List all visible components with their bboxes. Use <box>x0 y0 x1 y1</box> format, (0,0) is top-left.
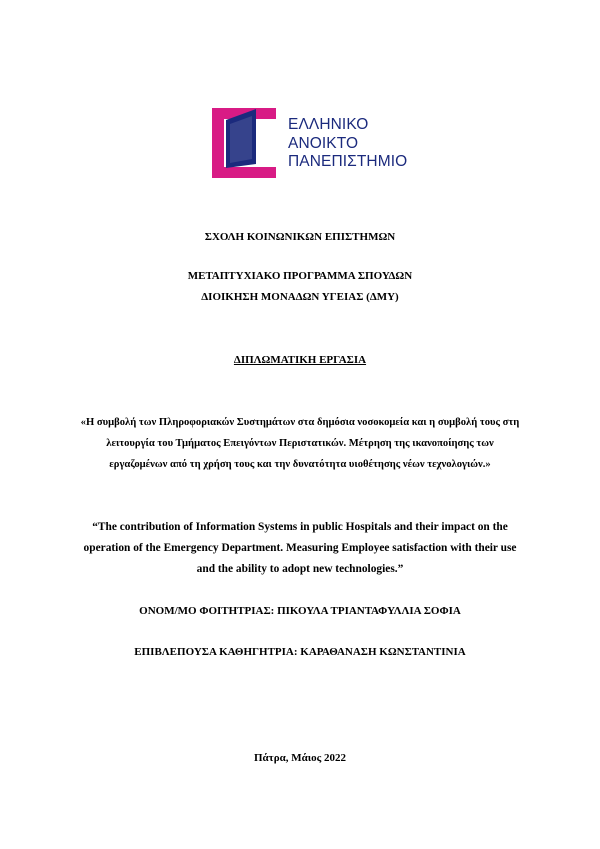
university-name-line2: ΑΝΟΙΚΤΟ <box>288 134 359 152</box>
place-date: Πάτρα, Μάιος 2022 <box>253 752 347 764</box>
university-name-line3: ΠΑΝΕΠΙΣΤΗΜΙΟ <box>288 153 408 170</box>
university-logo <box>210 106 410 180</box>
school-name: ΣΧΟΛΗ ΚΟΙΝΩΝΙΚΩΝ ΕΠΙΣΤΗΜΩΝ <box>204 231 396 243</box>
program-name: ΜΕΤΑΠΤΥΧΙΑΚΟ ΠΡΟΓΡΑΜΜΑ ΣΠΟΥΔΩΝ <box>187 270 413 282</box>
university-name-line1: ΕΛΛΗΝΙΚΟ <box>288 116 369 133</box>
thesis-title-english: “The contribution of Information Systems in public Hospitals and their impact on the operation of the Emergency Department. Measuring Employee satisfaction with their use and the ability to adopt new technologies.” <box>83 521 517 575</box>
thesis-title-greek: «Η συμβολή των Πληροφοριακών Συστημάτων στα δημόσια νοσοκομεία και η συμβολή τους στη λειτουργία του Τμήματος Επειγόντων Περιστατικών. Μέτρηση της ικανοποίησης των εργαζομένων από τη χρήση τους και την δυνατότητα υιοθέτησης νέων τεχνολογιών.» <box>80 417 520 470</box>
supervisor-name: ΕΠΙΒΛΕΠΟΥΣΑ ΚΑΘΗΓΗΤΡΙΑ: ΚΑΡΑΘΑΝΑΣΗ ΚΩΝΣΤΑΝΤΙΝΙΑ <box>134 646 466 658</box>
program-specialization: ΔΙΟΙΚΗΣΗ ΜΟΝΑΔΩΝ ΥΓΕΙΑΣ (ΔΜΥ) <box>201 291 399 303</box>
university-name <box>288 116 407 172</box>
university-logo-icon <box>210 106 284 180</box>
document-type: ΔΙΠΛΩΜΑΤΙΚΗ ΕΡΓΑΣΙΑ <box>233 354 367 366</box>
student-name: ΟΝΟΜ/ΜΟ ΦΟΙΤΗΤΡΙΑΣ: ΠΙΚΟΥΛΑ ΤΡΙΑΝΤΑΦΥΛΛΙΑ ΣΟΦΙΑ <box>139 605 461 617</box>
